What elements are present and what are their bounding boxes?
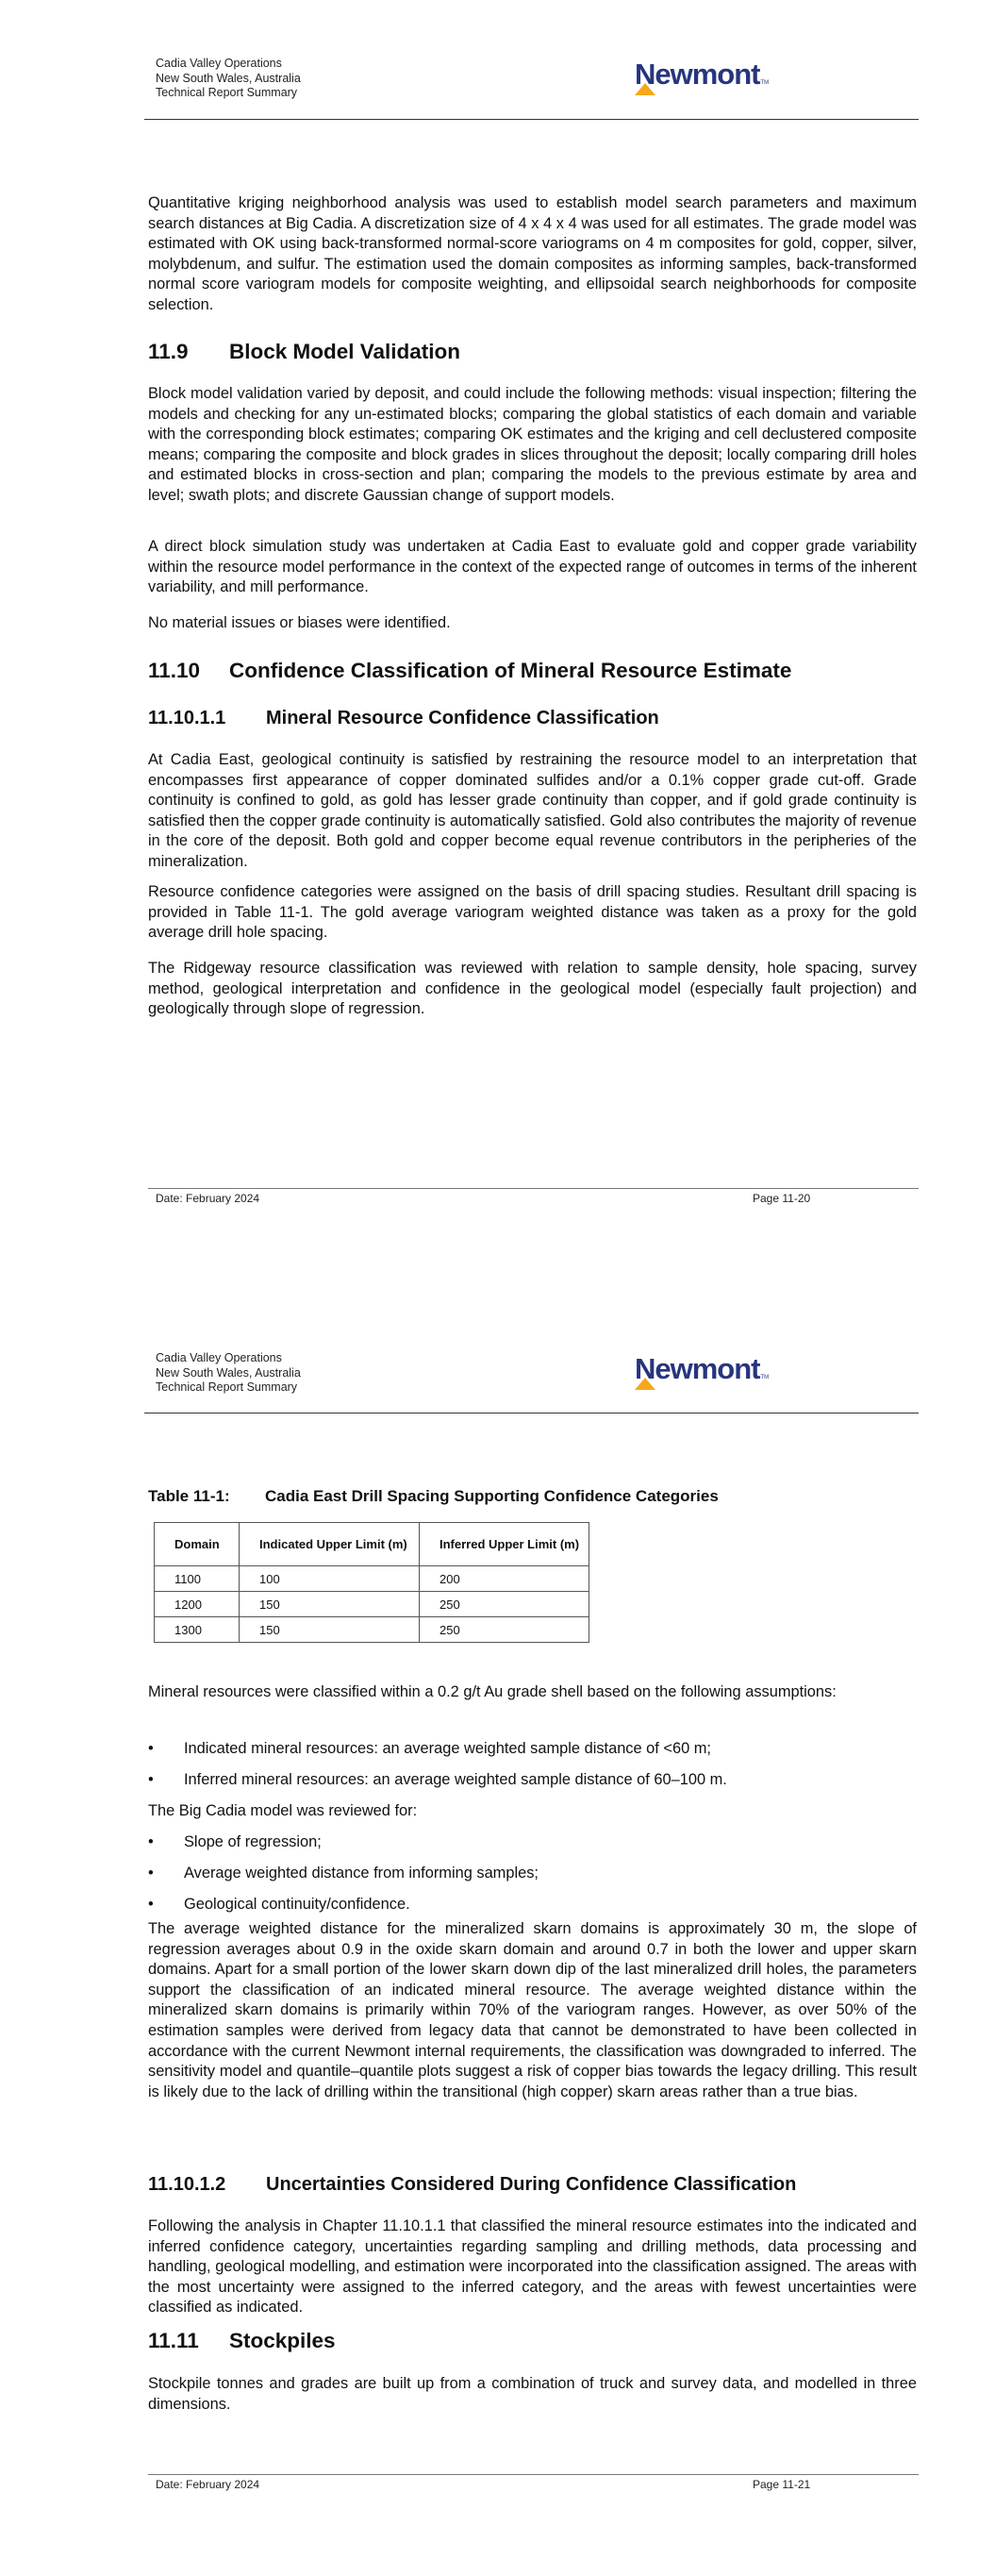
logo-trademark: TM: [760, 1375, 770, 1380]
logo-wordmark: Newmont: [635, 1352, 760, 1385]
logo-wordmark: Newmont: [635, 58, 760, 91]
section-title: Block Model Validation: [229, 340, 461, 363]
table-row: [155, 1566, 589, 1592]
logo-triangle-icon: [635, 1378, 655, 1390]
ridgeway-paragraph: The Ridgeway resource classification was reviewed with relation to sample density, hole spacing, survey method, geological interpretation and confidence in the geological model (especially fault projection) and geologically through slope of regression.: [148, 960, 917, 1018]
table-title: Cadia East Drill Spacing Supporting Confidence Categories: [265, 1487, 719, 1505]
footer-date: Date: February 2024: [156, 1192, 260, 1205]
footer-page-number: Page 11-21: [753, 2478, 811, 2491]
table-number: Table 11-1:: [148, 1487, 230, 1505]
stockpile-paragraph: Stockpile tonnes and grades are built up from a combination of truck and survey data, and modelled in three dimensions.: [148, 2375, 917, 2413]
bullet-icon: •: [148, 1833, 154, 1850]
cell-inferred: 200: [420, 1566, 589, 1592]
bullet-icon: •: [148, 1865, 154, 1882]
subsection-number: 11.10.1.2: [148, 2174, 226, 2195]
logo-trademark: TM: [760, 80, 770, 86]
section-title: Stockpiles: [229, 2329, 336, 2352]
no-issues-paragraph: No material issues or biases were identified.: [148, 614, 451, 631]
bullet-icon: •: [148, 1740, 154, 1757]
section-number: 11.11: [148, 2329, 199, 2352]
section-title: Confidence Classification of Mineral Resource Estimate: [229, 659, 792, 682]
col-header-domain: Domain: [155, 1523, 240, 1566]
skarn-paragraph: The average weighted distance for the mineralized skarn domains is approximately 30 m, the slope of regression averages about 0.9 in the oxide skarn domain and around 0.7 in both the lower and upper skarn domains. Apart for a small portion of the lower skarn down dip of the last mineralized drill holes, the parameters support the classification of an indicated mineral resource. The average weighted distance within the mineralized skarn domains is primarily within 70% of the variogram ranges. However, as over 50% of the estimation samples were derived from legacy data that cannot be demonstrated to have been collected in accordance with the current Newmont internal requirements, the classification was downgraded to inferred. The sensitivity model and quantile–quantile plots suggest a risk of copper bias towards the legacy drilling. This result is likely due to the lack of drilling within the transitional (high copper) skarn areas rather than a true bias.: [148, 1920, 917, 2100]
cell-domain: 1100: [155, 1566, 240, 1592]
bullet-icon: •: [148, 1771, 154, 1788]
cell-indicated: 150: [240, 1592, 420, 1617]
col-header-indicated: Indicated Upper Limit (m): [240, 1523, 420, 1566]
subsection-title: Mineral Resource Confidence Classification: [266, 708, 659, 728]
footer-date: Date: February 2024: [156, 2478, 260, 2491]
bullet-icon: •: [148, 1896, 154, 1913]
section-number: 11.10: [148, 659, 201, 682]
header-line-location: New South Wales, Australia: [156, 1365, 301, 1380]
table-header-row: [155, 1523, 589, 1566]
drill-spacing-table: [154, 1522, 589, 1643]
cell-indicated: 100: [240, 1566, 420, 1592]
validation-paragraph: Block model validation varied by deposit, and could include the following methods: visual inspection; filtering the models and checking for any un-estimated blocks; comparing the global statistics of each domain and variable with the corresponding block estimates; comparing OK estimates and the kriging and cell declustered composite means; comparing the composite and block grades in slices throughout the deposit; locally comparing drill holes and estimated blocks in cross-section and plan; comparing the models to the previous estimate by area and level; swath plots; and discrete Gaussian change of support models.: [148, 385, 917, 504]
header-line-location: New South Wales, Australia: [156, 71, 301, 85]
classified-paragraph: Mineral resources were classified within a 0.2 g/t Au grade shell based on the following assumptions:: [148, 1683, 837, 1700]
cell-indicated: 150: [240, 1617, 420, 1643]
confidence-categories-paragraph: Resource confidence categories were assigned on the basis of drill spacing studies. Resultant drill spacing is provided in Table 11-1. The gold average variogram weighted distance was taken as a proxy for the gold average drill hole spacing.: [148, 883, 917, 942]
header-line-report-type: Technical Report Summary: [156, 86, 298, 99]
section-heading-11-11: [148, 2329, 336, 2353]
page-11-21: Cadia Valley Operations New South Wales, Australia Technical Report Summary NewmontTM Table 11-1: Cadia East Drill Spacing Supporting Confidence Categories Domain Indicated Upper Limit (m) Inferred Upper Limit (m) 1100 100 200 1200 150 250 1300 150 250 Mineral resources were classified within a 0.2 g/t Au grade shell based on the following assumptions: • Indicated mineral resources: an average weighted sample distance of <60 m; • Inferred mineral resources: an average weighted sample distance of 60–100 m. The Big Cadia model was reviewed for: • Slope of regression; • Average weighted distance from informing samples; • Geological continuity/confidence. The average weighted distance for the mineralized skarn domains is approximately 30 m, the slope of regression averages about 0.9 in the oxide skarn domain and around 0.7 in both the lower and upper skarn domains. Apart for a small portion of the lower skarn down dip of the last mineralized drill holes, the parameters support the classification of an indicated mineral resource. The average weighted distance within the mineralized skarn domains is primarily within 70% of the variogram ranges. However, as over 50% of the estimation samples were derived from legacy data that cannot be demonstrated to have been collected in accordance with the current Newmont internal requirements, the classification was downgraded to inferred. The sensitivity model and quantile–quantile plots suggest a risk of copper bias towards the legacy drilling. This result is likely due to the lack of drilling within the transitional (high copper) skarn areas rather than a true bias. 11.10.1.2 Uncertainties Considered During Confidence Classification Following the analysis in Chapter 11.10.1.1 that classified the mineral resource estimates into the indicated and inferred confidence category, uncertainties regarding sampling and drilling methods, data processing and handling, geological modelling, and estimation were incorporated into the classification assigned. The areas with the most uncertainty were assigned to the inferred category, and the areas with fewest uncertainties were classified as indicated. 11.11 Stockpiles Stockpile tonnes and grades are built up from a combination of truck and survey data, and modelled in three dimensions. Date: February 2024 Page 11-21: [0, 0, 995, 2576]
cell-inferred: 250: [420, 1617, 589, 1643]
table-row: [155, 1617, 589, 1643]
footer-page-number: Page 11-20: [753, 1192, 811, 1205]
subsection-title: Uncertainties Considered During Confidence Classification: [266, 2174, 797, 2195]
cadia-east-paragraph: At Cadia East, geological continuity is satisfied by restraining the resource model to an interpretation that encompasses first appearance of copper dominated sulfides and/or a 0.1% copper grade cut-off. Grade continuity is confined to gold, as gold has lesser grade continuity than copper, and if gold grade continuity is satisfied then the copper grade continuity is automatically satisfied. Gold also contributes the majority of revenue in the core of the deposit. Both gold and copper become equal revenue contributors in the peripheries of the mineralization.: [148, 751, 917, 870]
cell-inferred: 250: [420, 1592, 589, 1617]
table-caption: [148, 1487, 719, 1506]
subsection-number: 11.10.1.1: [148, 708, 226, 728]
kriging-paragraph: Quantitative kriging neighborhood analysis was used to establish model search parameters and maximum search distances at Big Cadia. A discretization size of 4 x 4 x 4 was used for all estimates. The grade model was estimated with OK using back-transformed normal-score variograms on 4 m composites for gold, copper, silver, molybdenum, and sulfur. The estimation used the domain composites as informing samples, back-transformed normal score variogram models for composite weighting, and ellipsoidal search neighborhoods for composite selection.: [148, 194, 917, 313]
big-cadia-intro: The Big Cadia model was reviewed for:: [148, 1802, 418, 1819]
cell-domain: 1300: [155, 1617, 240, 1643]
section-number: 11.9: [148, 340, 189, 363]
table-row: [155, 1592, 589, 1617]
header-line-report-type: Technical Report Summary: [156, 1380, 298, 1394]
simulation-paragraph: A direct block simulation study was undertaken at Cadia East to evaluate gold and copper grade variability within the resource model performance in the context of the expected range of outcomes in terms of the inherent variability, and mill performance.: [148, 538, 917, 596]
footer-divider: [148, 2474, 919, 2475]
header-line-operation: Cadia Valley Operations: [156, 1351, 282, 1364]
cell-domain: 1200: [155, 1592, 240, 1617]
uncertainties-paragraph: Following the analysis in Chapter 11.10.1.1 that classified the mineral resource estimates into the indicated and inferred confidence category, uncertainties regarding sampling and drilling methods, data processing and handling, geological modelling, and estimation were incorporated into the classification assigned. The areas with the most uncertainty were assigned to the inferred category, and the areas with fewest uncertainties were classified as indicated.: [148, 2217, 917, 2317]
report-header-text: [156, 1351, 301, 1396]
subsection-heading-11-10-1-2: [148, 2174, 796, 2196]
newmont-logo: [635, 1354, 769, 1393]
header-line-operation: Cadia Valley Operations: [156, 57, 282, 70]
col-header-inferred: Inferred Upper Limit (m): [420, 1523, 589, 1566]
